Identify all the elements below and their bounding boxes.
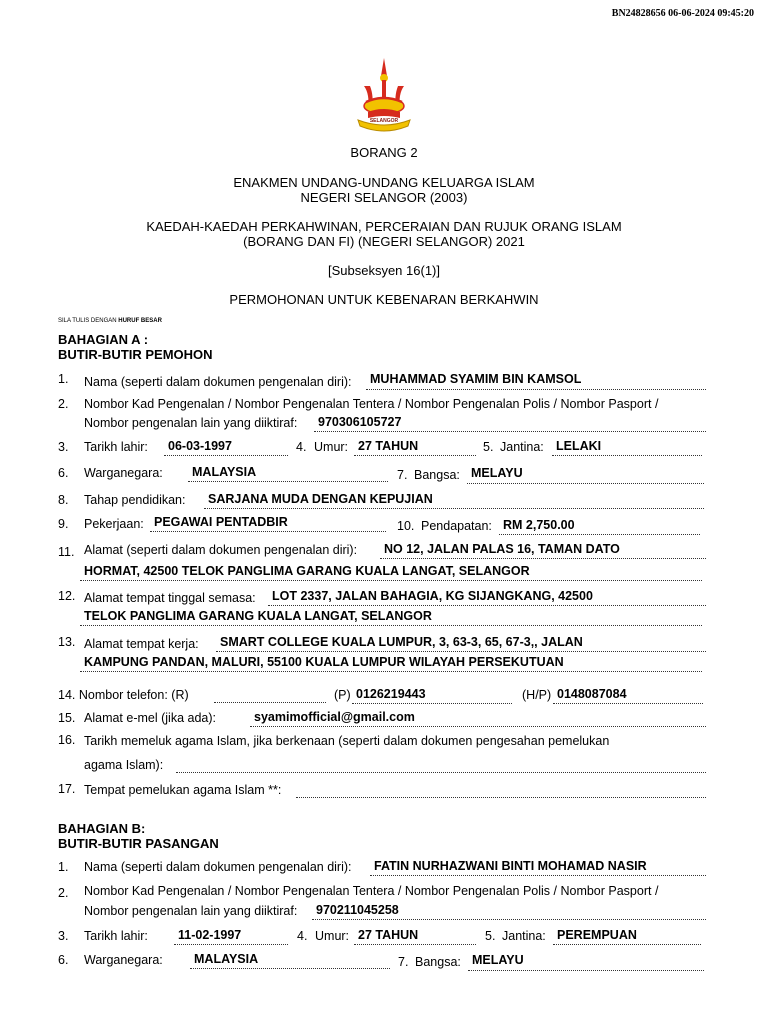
input-line bbox=[366, 389, 706, 390]
partner-id-value[interactable]: 970211045258 bbox=[316, 903, 399, 917]
partner-nationality-label: Warganegara: bbox=[84, 953, 163, 967]
partner-gender-label: Jantina: bbox=[502, 929, 546, 943]
partner-dob-value[interactable]: 11-02-1997 bbox=[178, 928, 242, 942]
item-number: 4. bbox=[296, 440, 307, 454]
item-number: 6. bbox=[58, 953, 69, 967]
applicant-age-label: Umur: bbox=[314, 440, 349, 454]
section-b-subtitle: BUTIR-BUTIR PASANGAN bbox=[58, 836, 219, 851]
input-line bbox=[80, 625, 702, 626]
item-number: 17. bbox=[58, 782, 76, 796]
applicant-name-value[interactable]: MUHAMMAD SYAMIM BIN KAMSOL bbox=[370, 372, 582, 386]
applicant-conversion-label-1: Tarikh memeluk agama Islam, jika berkenaan (seperti dalam dokumen pengesahan pemelukan bbox=[84, 734, 610, 748]
instruction: SILA TULIS DENGAN HURUF BESAR bbox=[58, 318, 162, 324]
applicant-nationality-label: Warganegara: bbox=[84, 466, 163, 480]
item-number: 11. bbox=[58, 545, 75, 559]
applicant-email-value[interactable]: syamimofficial@gmail.com bbox=[254, 710, 415, 724]
item-number: 1. bbox=[58, 860, 69, 874]
partner-age-label: Umur: bbox=[315, 929, 350, 943]
input-line bbox=[352, 703, 512, 704]
input-line bbox=[214, 702, 326, 703]
item-number: 7. bbox=[397, 468, 408, 482]
input-line bbox=[164, 455, 288, 456]
item-number: 2. bbox=[58, 397, 69, 411]
input-line bbox=[380, 558, 706, 559]
input-line bbox=[174, 944, 288, 945]
applicant-address-line-1[interactable]: NO 12, JALAN PALAS 16, TAMAN DATO bbox=[384, 542, 620, 556]
applicant-education-value[interactable]: SARJANA MUDA DENGAN KEPUJIAN bbox=[208, 492, 433, 506]
applicant-conversion-label-2: agama Islam): bbox=[84, 758, 164, 772]
input-line bbox=[370, 875, 706, 876]
input-line bbox=[354, 455, 476, 456]
input-line bbox=[188, 481, 388, 482]
applicant-residence-line-2[interactable]: TELOK PANGLIMA GARANG KUALA LANGAT, SELANGOR bbox=[84, 609, 432, 623]
item-number: 7. bbox=[398, 955, 409, 969]
enactment-line-2: NEGERI SELANGOR (2003) bbox=[300, 190, 468, 205]
partner-race-value[interactable]: MELAYU bbox=[472, 953, 524, 967]
applicant-id-label-1: Nombor Kad Pengenalan / Nombor Pengenalan Tentera / Nombor Pengenalan Polis / Nombor Pasport / bbox=[84, 397, 659, 411]
selangor-emblem bbox=[350, 56, 418, 136]
applicant-address-line-2[interactable]: HORMAT, 42500 TELOK PANGLIMA GARANG KUALA LANGAT, SELANGOR bbox=[84, 564, 530, 578]
applicant-email-label: Alamat e-mel (jika ada): bbox=[84, 711, 216, 725]
partner-race-label: Bangsa: bbox=[415, 955, 461, 969]
applicant-id-label-2: Nombor pengenalan lain yang diiktiraf: bbox=[84, 416, 298, 430]
applicant-work-line-1[interactable]: SMART COLLEGE KUALA LUMPUR, 3, 63-3, 65, 67-3,, JALAN bbox=[220, 635, 583, 649]
section-a-title: BAHAGIAN A : bbox=[58, 332, 149, 347]
partner-id-label-1: Nombor Kad Pengenalan / Nombor Pengenalan Tentera / Nombor Pengenalan Polis / Nombor Pasport / bbox=[84, 884, 659, 898]
rules-line-2: (BORANG DAN FI) (NEGERI SELANGOR) 2021 bbox=[243, 234, 525, 249]
item-number: 15. bbox=[58, 711, 76, 725]
applicant-gender-label: Jantina: bbox=[500, 440, 544, 454]
applicant-race-label: Bangsa: bbox=[414, 468, 460, 482]
section-a-subtitle: BUTIR-BUTIR PEMOHON bbox=[58, 347, 213, 362]
item-number: 1. bbox=[58, 372, 69, 386]
section-b-title: BAHAGIAN B: bbox=[58, 821, 146, 836]
partner-nationality-value[interactable]: MALAYSIA bbox=[194, 952, 259, 966]
input-line bbox=[204, 508, 704, 509]
emblem-text: SELANGOR bbox=[369, 118, 399, 124]
applicant-id-value[interactable]: 970306105727 bbox=[318, 415, 402, 429]
input-line bbox=[312, 919, 706, 920]
input-line bbox=[467, 483, 704, 484]
partner-name-label: Nama (seperti dalam dokumen pengenalan diri): bbox=[84, 860, 352, 874]
input-line bbox=[468, 970, 704, 971]
applicant-phone-p-label: (P) bbox=[334, 688, 351, 702]
rules-line-1: KAEDAH-KAEDAH PERKAHWINAN, PERCERAIAN DAN RUJUK ORANG ISLAM bbox=[146, 219, 622, 234]
input-line bbox=[80, 580, 702, 581]
item-number: 4. bbox=[297, 929, 308, 943]
applicant-race-value[interactable]: MELAYU bbox=[471, 466, 523, 480]
item-number: 3. bbox=[58, 929, 69, 943]
partner-id-label-2: Nombor pengenalan lain yang diiktiraf: bbox=[84, 904, 298, 918]
applicant-conversion-place-label: Tempat pemelukan agama Islam **: bbox=[84, 783, 282, 797]
applicant-job-value[interactable]: PEGAWAI PENTADBIR bbox=[154, 515, 288, 529]
item-number: 5. bbox=[483, 440, 494, 454]
item-number: 5. bbox=[485, 929, 496, 943]
item-number: 12. bbox=[58, 589, 76, 603]
item-number: 16. bbox=[58, 733, 76, 747]
input-line bbox=[499, 534, 700, 535]
applicant-phone-hp-label: (H/P) bbox=[522, 688, 552, 702]
form-number: BORANG 2 bbox=[350, 145, 418, 160]
input-line bbox=[552, 455, 702, 456]
partner-age-value[interactable]: 27 TAHUN bbox=[358, 928, 419, 942]
input-line bbox=[216, 651, 706, 652]
item-number: 2. bbox=[58, 886, 69, 900]
applicant-dob-label: Tarikh lahir: bbox=[84, 440, 148, 454]
applicant-residence-label: Alamat tempat tinggal semasa: bbox=[84, 591, 256, 605]
applicant-phone-p-value[interactable]: 0126219443 bbox=[356, 687, 426, 701]
input-line bbox=[268, 605, 706, 606]
reference-stamp: BN24828656 06-06-2024 09:45:20 bbox=[611, 8, 754, 19]
input-line bbox=[553, 944, 701, 945]
applicant-income-value[interactable]: RM 2,750.00 bbox=[503, 518, 575, 532]
applicant-income-label: Pendapatan: bbox=[421, 519, 492, 533]
form-title: PERMOHONAN UNTUK KEBENARAN BERKAHWIN bbox=[229, 292, 539, 307]
applicant-phone-hp-value[interactable]: 0148087084 bbox=[557, 687, 627, 701]
applicant-age-value[interactable]: 27 TAHUN bbox=[358, 439, 419, 453]
partner-gender-value[interactable]: PEREMPUAN bbox=[557, 928, 637, 942]
input-line bbox=[80, 671, 702, 672]
input-line bbox=[553, 703, 703, 704]
applicant-dob-value[interactable]: 06-03-1997 bbox=[168, 439, 232, 453]
applicant-nationality-value[interactable]: MALAYSIA bbox=[192, 465, 257, 479]
item-number: 9. bbox=[58, 517, 69, 531]
input-line bbox=[190, 968, 390, 969]
item-number: 6. bbox=[58, 466, 69, 480]
item-number: 8. bbox=[58, 493, 69, 507]
item-number: 14. Nombor telefon: (R) bbox=[58, 688, 189, 702]
applicant-work-label: Alamat tempat kerja: bbox=[84, 637, 199, 651]
item-number: 3. bbox=[58, 440, 69, 454]
applicant-education-label: Tahap pendidikan: bbox=[84, 493, 186, 507]
input-line bbox=[354, 944, 476, 945]
partner-name-value[interactable]: FATIN NURHAZWANI BINTI MOHAMAD NASIR bbox=[374, 859, 647, 873]
input-line bbox=[314, 431, 706, 432]
applicant-gender-value[interactable]: LELAKI bbox=[556, 439, 602, 453]
item-number: 13. bbox=[58, 635, 76, 649]
applicant-address-label: Alamat (seperti dalam dokumen pengenalan diri): bbox=[84, 543, 358, 557]
enactment-line-1: ENAKMEN UNDANG-UNDANG KELUARGA ISLAM bbox=[233, 175, 535, 190]
applicant-job-label: Pekerjaan: bbox=[84, 517, 144, 531]
input-line bbox=[176, 772, 706, 773]
subsection: [Subseksyen 16(1)] bbox=[327, 263, 440, 278]
input-line bbox=[296, 797, 706, 798]
applicant-residence-line-1[interactable]: LOT 2337, JALAN BAHAGIA, KG SIJANGKANG, 42500 bbox=[272, 589, 593, 603]
item-number: 10. bbox=[397, 519, 415, 533]
input-line bbox=[250, 726, 706, 727]
input-line bbox=[150, 531, 386, 532]
applicant-name-label: Nama (seperti dalam dokumen pengenalan diri): bbox=[84, 375, 352, 389]
applicant-work-line-2[interactable]: KAMPUNG PANDAN, MALURI, 55100 KUALA LUMPUR WILAYAH PERSEKUTUAN bbox=[84, 655, 564, 669]
partner-dob-label: Tarikh lahir: bbox=[84, 929, 148, 943]
